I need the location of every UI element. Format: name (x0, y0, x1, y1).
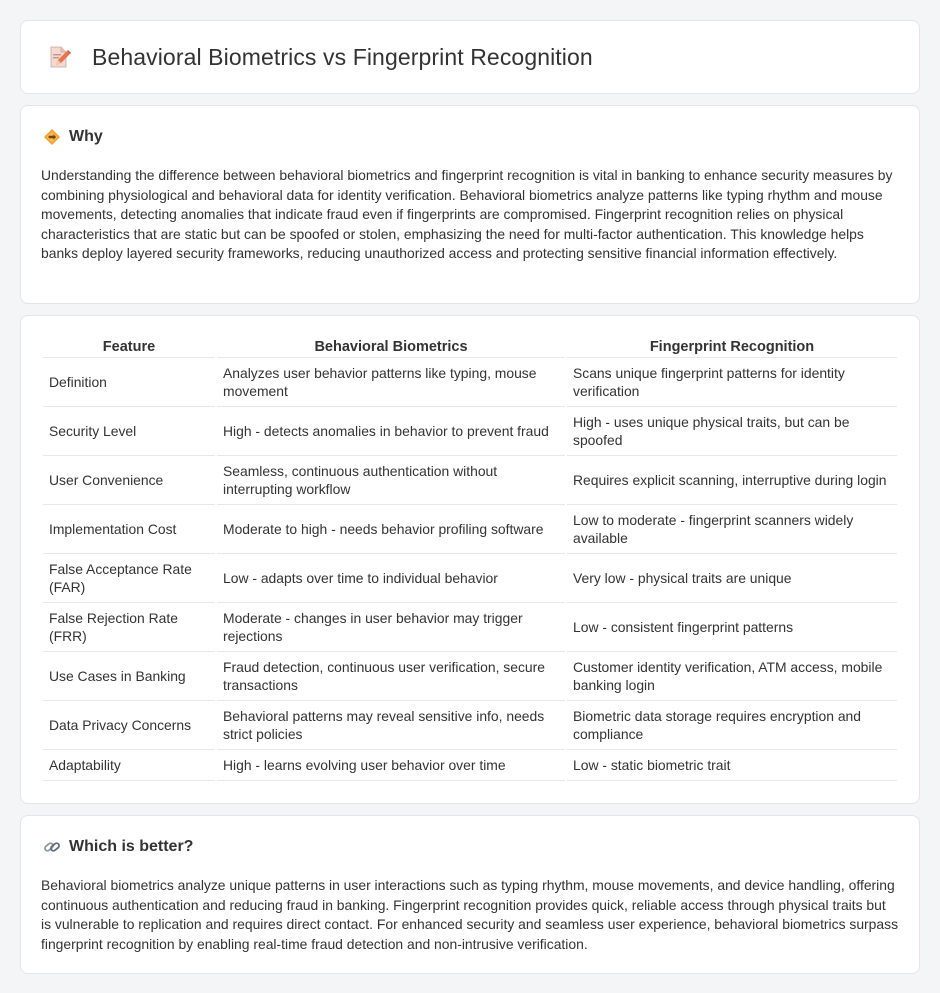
header-feature: Feature (43, 336, 215, 358)
table-row (43, 554, 897, 603)
cell-feature: User Convenience (43, 456, 215, 505)
cell-feature: Use Cases in Banking (43, 652, 215, 701)
cell-fingerprint: Low - consistent fingerprint patterns (567, 603, 897, 652)
cell-feature: Implementation Cost (43, 505, 215, 554)
cell-behavioral: Low - adapts over time to individual behavior (217, 554, 565, 603)
table-row (43, 456, 897, 505)
better-section (20, 815, 920, 974)
title-card (20, 20, 920, 94)
cell-fingerprint: Very low - physical traits are unique (567, 554, 897, 603)
diamond-sign-icon (43, 128, 61, 146)
comparison-table-card (20, 315, 920, 804)
cell-feature: Adaptability (43, 750, 215, 781)
why-heading: Why (69, 128, 103, 145)
cell-fingerprint: Biometric data storage requires encryption and compliance (567, 701, 897, 750)
table-row (43, 701, 897, 750)
cell-behavioral: Moderate to high - needs behavior profiling software (217, 505, 565, 554)
table-row (43, 358, 897, 407)
cell-fingerprint: Low to moderate - fingerprint scanners widely available (567, 505, 897, 554)
document-pencil-icon (47, 45, 71, 69)
header-behavioral: Behavioral Biometrics (217, 336, 565, 358)
cell-feature: Definition (43, 358, 215, 407)
cell-behavioral: High - detects anomalies in behavior to prevent fraud (217, 407, 565, 456)
cell-fingerprint: Customer identity verification, ATM access, mobile banking login (567, 652, 897, 701)
better-heading: Which is better? (69, 838, 194, 855)
cell-behavioral: Behavioral patterns may reveal sensitive info, needs strict policies (217, 701, 565, 750)
why-heading-row (41, 128, 899, 146)
cell-fingerprint: High - uses unique physical traits, but can be spoofed (567, 407, 897, 456)
better-text: Behavioral biometrics analyze unique patterns in user interactions such as typing rhythm, mouse movements, and device handling, offering continuous authentication and reducing fraud in banking. Fingerprint recognition provides quick, reliable access through physical traits but is vulnerable to replication and requires direct contact. For enhanced security and seamless user experience, behavioral biometrics surpass fingerprint recognition by enabling real-time fraud detection and non-intrusive verification. (41, 877, 899, 952)
table-row (43, 505, 897, 554)
cell-behavioral: Seamless, continuous authentication without interrupting workflow (217, 456, 565, 505)
table-header-row (43, 336, 897, 358)
better-heading-row (41, 838, 899, 856)
page-title: Behavioral Biometrics vs Fingerprint Recognition (92, 43, 593, 70)
table-row (43, 603, 897, 652)
cell-behavioral: Fraud detection, continuous user verification, secure transactions (217, 652, 565, 701)
cell-feature: False Rejection Rate (FRR) (43, 603, 215, 652)
table-row (43, 407, 897, 456)
why-text: Understanding the difference between behavioral biometrics and fingerprint recognition is vital in banking to enhance security measures by combining physiological and behavioral data for identity verification. Behavioral biometrics analyze patterns like typing rhythm and mouse movements, detecting anomalies that indicate fraud even if fingerprints are compromised. Fingerprint recognition relies on physical characteristics that are static but can be spoofed or stolen, emphasizing the need for multi-factor authentication. This knowledge helps banks deploy layered security frameworks, reducing unauthorized access and protecting sensitive financial information effectively. (41, 167, 893, 261)
cell-behavioral: High - learns evolving user behavior over time (217, 750, 565, 781)
cell-fingerprint: Scans unique fingerprint patterns for identity verification (567, 358, 897, 407)
cell-feature: Data Privacy Concerns (43, 701, 215, 750)
cell-behavioral: Moderate - changes in user behavior may trigger rejections (217, 603, 565, 652)
comparison-table (41, 336, 899, 781)
why-section (20, 105, 920, 304)
table-row (43, 750, 897, 781)
link-icon (43, 838, 61, 856)
cell-fingerprint: Low - static biometric trait (567, 750, 897, 781)
table-row (43, 652, 897, 701)
cell-feature: False Acceptance Rate (FAR) (43, 554, 215, 603)
header-fingerprint: Fingerprint Recognition (567, 336, 897, 358)
cell-fingerprint: Requires explicit scanning, interruptive during login (567, 456, 897, 505)
cell-behavioral: Analyzes user behavior patterns like typing, mouse movement (217, 358, 565, 407)
cell-feature: Security Level (43, 407, 215, 456)
